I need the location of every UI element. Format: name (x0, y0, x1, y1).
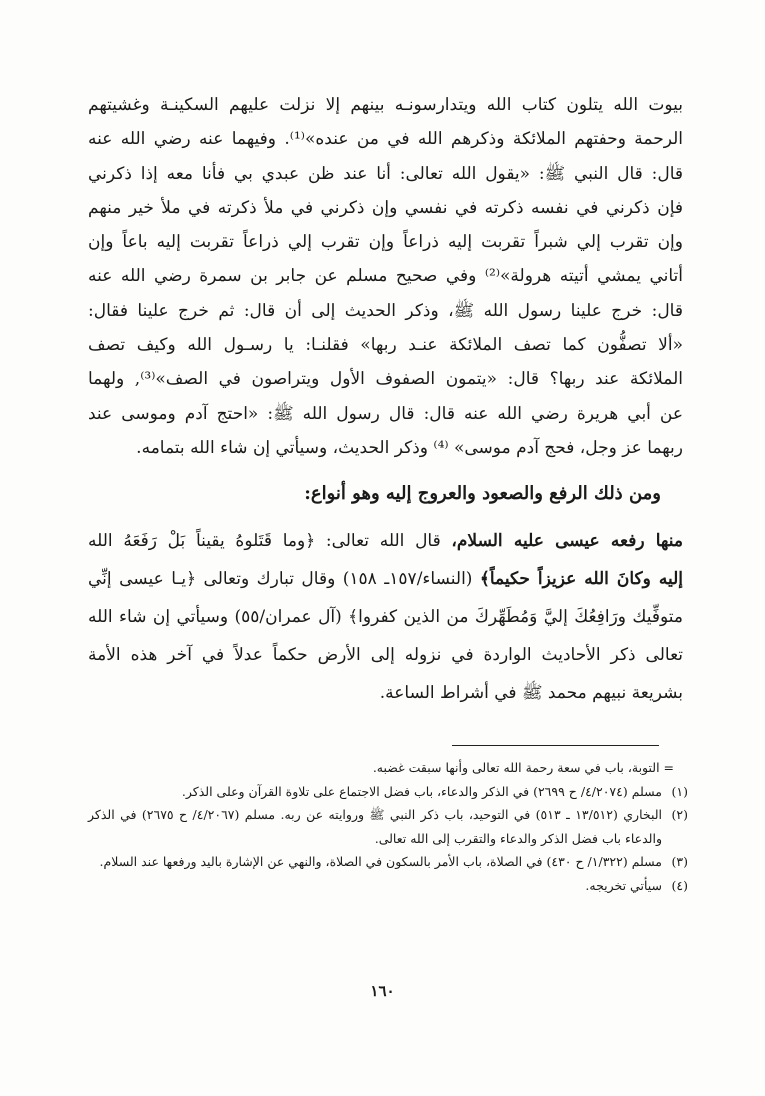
text-line: أتاني يمشي أتيته هرولة»⁽²⁾ وفي صحيح مسلم عن جابر بن سمرة رضي الله عنه (88, 266, 683, 287)
footnote-text: مسلم (١/٣٢٢/ ح ٤٣٠) في الصلاة، باب الأمر بالسكون في الصلاة، والنهي عن الإشارة باليد ورفعها عند السلام. (99, 854, 662, 869)
paragraph-1 (88, 88, 683, 465)
footnote-number: (١) (671, 783, 688, 799)
text-line: وإن تقرب إلي شبراً تقربت إليه ذراعاً وإن تقرب إلي ذراعاً تقربت إليه باعاً وإن (88, 232, 683, 253)
page-number: ١٦٠ (370, 982, 395, 1000)
text-line: الملائكة عند ربها؟ قال: «يتمون الصفوف الأول ويتراصون في الصف»⁽³⁾, ولهما (88, 369, 684, 390)
footnote-text: سيأتي تخريجه. (585, 877, 662, 893)
text-line: الرحمة وحفتهم الملائكة وذكرهم الله في من عنده»⁽¹⁾. وفيهما عنه رضي الله عنه (88, 129, 683, 150)
bold-phrase: إليه وكانَ الله عزيزاً حكيماً﴾ (479, 569, 683, 590)
text-line: عن أبي هريرة رضي الله عنه قال: قال رسول الله ﷺ: «احتج آدم وموسى عند (88, 403, 683, 424)
footnote-number: (٤) (671, 877, 688, 893)
text-line (88, 522, 683, 560)
text-line: بيوت الله يتلون كتاب الله ويتدارسونـه بينهم إلا نزلت عليهم السكينـة وغشيتهم (88, 95, 683, 115)
main-text (88, 88, 683, 712)
text-line: ربهما عز وجل، فحج آدم موسى» ⁽⁴⁾ وذكر الحديث، وسيأتي إن شاء الله بتمامه. (136, 437, 683, 458)
footnote-item (88, 803, 688, 850)
footnote-continuation: = التوبة، باب في سعة رحمة الله تعالى وأنها سبقت غضبه. (372, 760, 674, 775)
text-span: قال الله تعالى: ﴿وما قَتَلوهُ يقيناً بَلْ رَفَعَهُ الله (88, 531, 452, 552)
text-line: بشريعة نبيهم محمد ﷺ في أشراط الساعة. (379, 683, 683, 704)
footnote-item (88, 780, 688, 804)
bold-phrase: منها رفعه عيسى عليه السلام، (451, 531, 683, 552)
text-line: قال: خرج علينا رسول الله ﷺ، وذكر الحديث إلى أن قال: ثم خرج علينا فقال: (88, 300, 683, 321)
text-line: قال: قال النبي ﷺ: «يقول الله تعالى: أنا عند ظن عبدي بي فأنا معه إذا ذكرني (88, 163, 683, 184)
footnotes (88, 756, 688, 897)
footnote-text: مسلم (٤/٢٠٧٤/ ح ٢٦٩٩) في الذكر والدعاء، باب فضل الاجتماع على تلاوة القرآن وعلى الذكر. (181, 783, 662, 799)
text-span: (النساء/١٥٧ـ ١٥٨) وقال تبارك وتعالى ﴿يـا عيسى إنِّي (88, 569, 480, 590)
text-line: «ألا تصفُّون كما تصف الملائكة عنـد ربها» فقلنـا: يا رسـول الله وكيف تصف (88, 335, 683, 356)
text-line: تعالى ذكر الأحاديث الواردة في نزوله إلى الأرض حكماً عدلاً في آخر هذه الأمة (88, 645, 683, 666)
section-heading: ومن ذلك الرفع والصعود والعروج إليه وهو أنواع: (304, 483, 661, 505)
paragraph-2 (88, 522, 683, 712)
text-line: فإن ذكرني في نفسه ذكرته في نفسي وإن ذكرني في ملأ ذكرته في ملأ خير منهم (88, 197, 683, 218)
text-line: متوفِّيك ورَافِعُكَ إليَّ وَمُطَهِّركَ من الذين كفروا﴾ (آل عمران/٥٥) وسيأتي إن شاء الله (88, 607, 683, 628)
footnote-item (88, 874, 688, 898)
footnote-divider (452, 745, 659, 746)
footnote-text: البخاري (١٣/٥١٢ ـ ٥١٣) في التوحيد، باب ذكر النبي ﷺ وروايته عن ربه. مسلم (٤/٢٠٦٧/ ح ٢٦٧٥) في الذكر والدعاء باب فضل الذكر والدعاء والتقرب إلى الله تعالى. (88, 807, 663, 846)
footnote-item (88, 850, 688, 874)
footnote-number: (٢) (671, 807, 688, 822)
text-line (88, 560, 683, 598)
footnote-number: (٣) (671, 854, 688, 869)
